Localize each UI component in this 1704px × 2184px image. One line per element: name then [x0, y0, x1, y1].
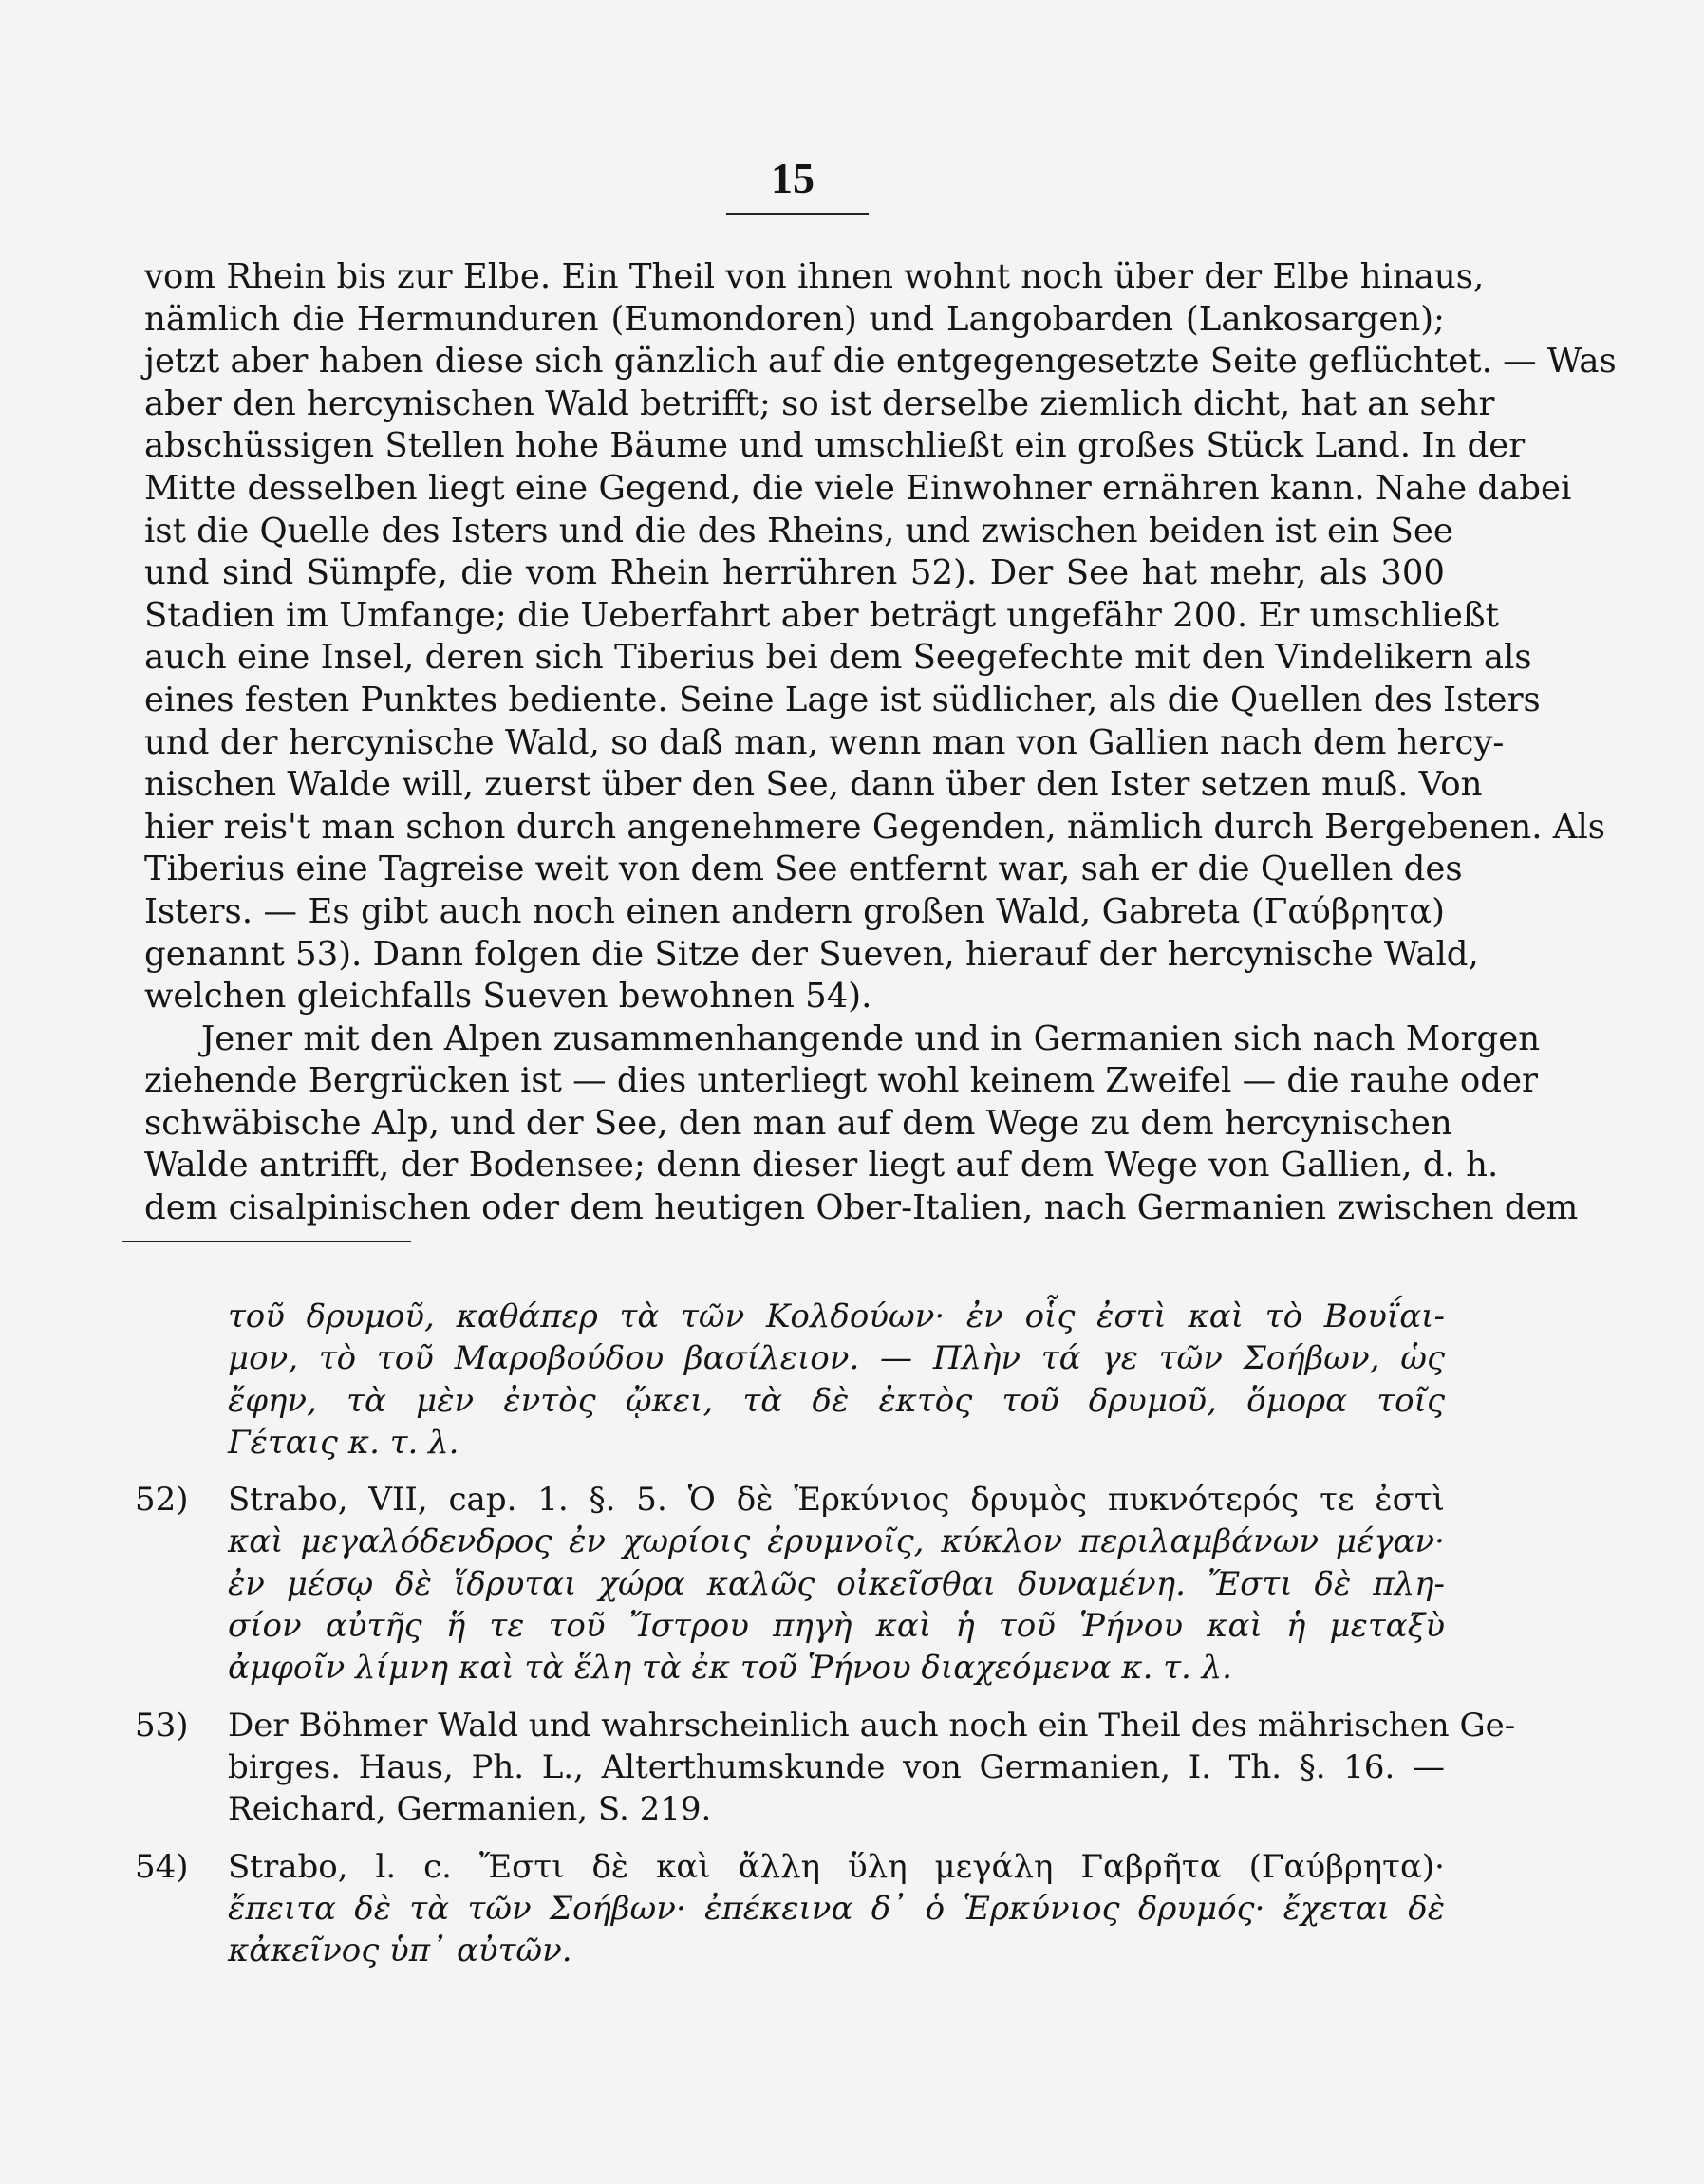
footnote-line: ἔφην, τὰ μὲν ἐντὸς ᾤκει, τὰ δὲ ἐκτὸς τοῦ δρυμοῦ, ὅμορα τοῖς: [228, 1381, 1445, 1420]
footnotes: [135, 1296, 1516, 1987]
body-line: Stadien im Umfange; die Ueberfahrt aber beträgt ungefähr 200. Er umschließt: [144, 595, 1499, 635]
footnote-number: 53): [135, 1706, 189, 1745]
footnote-52: [135, 1479, 1445, 1689]
body-line: und sind Sümpfe, die vom Rhein herrühren 52). Der See hat mehr, als 300: [144, 553, 1445, 593]
body-line: Tiberius eine Tagreise weit von dem See entfernt war, sah er die Quellen des: [144, 849, 1463, 889]
page-number: 15: [771, 154, 815, 202]
footnote-text: Strabo, VII, cap. 1. §. 5. Ὁ δὲ Ἑρκύνιος δρυμὸς πυκνότερός τε ἐστὶ: [228, 1481, 1445, 1520]
footnote-line: [135, 1479, 1445, 1521]
main-text: [144, 256, 1617, 1230]
footnote-line: κἀκεῖνος ὑπ᾽ αὐτῶν.: [228, 1932, 572, 1970]
body-line: Mitte desselben liegt eine Gegend, die viele Einwohner ernähren kann. Nahe dabei: [144, 468, 1572, 508]
footnote-text: Der Böhmer Wald und wahrscheinlich auch noch ein Theil des mährischen Ge-: [228, 1706, 1516, 1745]
page-number-rule: [726, 213, 869, 215]
footnote-separator: [122, 1241, 411, 1242]
footnote-text: Strabo, l. c. Ἔστι δὲ καὶ ἄλλη ὕλη μεγάλη Γαβρῆτα (Γαύβρητα)·: [228, 1847, 1445, 1886]
body-line: schwäbische Alp, und der See, den man auf dem Wege zu dem hercynischen: [144, 1103, 1452, 1143]
body-line: auch eine Insel, deren sich Tiberius bei dem Seegefechte mit den Vindelikern als: [144, 638, 1532, 678]
body-line: nämlich die Hermunduren (Eumondoren) und Langobarden (Lankosargen);: [144, 299, 1445, 339]
body-line: vom Rhein bis zur Elbe. Ein Theil von ihnen wohnt noch über der Elbe hinaus,: [144, 257, 1485, 296]
body-line: hier reis't man schon durch angenehmere Gegenden, nämlich durch Bergebenen. Als: [144, 807, 1606, 847]
body-line: Isters. — Es gibt auch noch einen andern großen Wald, Gabreta (Γαύβρητα): [144, 891, 1445, 931]
footnote-line: Reichard, Germanien, S. 219.: [228, 1790, 712, 1829]
footnote-line: καὶ μεγαλόδενδρος ἐν χωρίοις ἐρυμνοῖς, κύκλον περιλαμβάνων μέγαν·: [228, 1522, 1445, 1561]
footnote-line: [135, 1705, 1516, 1746]
footnote-number: 54): [135, 1847, 189, 1886]
body-line: Jener mit den Alpen zusammenhangende und in Germanien sich nach Morgen: [201, 1018, 1541, 1058]
body-line: genannt 53). Dann folgen die Sitze der Sueven, hierauf der hercynische Wald,: [144, 934, 1479, 974]
body-line: aber den hercynischen Wald betrifft; so ist derselbe ziemlich dicht, hat an sehr: [144, 383, 1495, 423]
body-line: dem cisalpinischen oder dem heutigen Ober-Italien, nach Germanien zwischen dem: [144, 1188, 1579, 1228]
body-line: welchen gleichfalls Sueven bewohnen 54).: [144, 977, 872, 1017]
body-line: und der hercynische Wald, so daß man, wenn man von Gallien nach dem hercy-: [144, 722, 1505, 762]
footnote-54: [135, 1846, 1445, 1972]
body-line: nischen Walde will, zuerst über den See, dann über den Ister setzen muß. Von: [144, 765, 1483, 805]
footnote-line: ἀμφοῖν λίμνη καὶ τὰ ἕλη τὰ ἐκ τοῦ Ῥήνου διαχεόμενα κ. τ. λ.: [228, 1649, 1232, 1688]
footnote-number: 52): [135, 1481, 189, 1520]
footnote-line: ἐν μέσῳ δὲ ἵδρυται χώρα καλῶς οἰκεῖσθαι δυναμένη. Ἔστι δὲ πλη-: [228, 1564, 1445, 1603]
body-line: jetzt aber haben diese sich gänzlich auf die entgegengesetzte Seite geflüchtet. — Was: [144, 342, 1617, 382]
footnote-line: Γέταις κ. τ. λ.: [228, 1423, 459, 1462]
body-line: abschüssigen Stellen hohe Bäume und umschließt ein großes Stück Land. In der: [144, 426, 1526, 466]
footnote-53: [135, 1705, 1516, 1831]
body-line: ziehende Bergrücken ist — dies unterliegt wohl keinem Zweifel — die rauhe oder: [144, 1061, 1538, 1101]
footnote-line: birges. Haus, Ph. L., Alterthumskunde von Germanien, I. Th. §. 16. —: [228, 1747, 1445, 1786]
footnote-continuation: [135, 1296, 1445, 1464]
footnote-line: ἔπειτα δὲ τὰ τῶν Σοήβων· ἐπέκεινα δ᾽ ὁ Ἑρκύνιος δρυμός· ἔχεται δὲ: [228, 1889, 1445, 1928]
footnote-line: μον, τὸ τοῦ Μαροβούδου βασίλειον. — Πλὴν τά γε τῶν Σοήβων, ὡς: [228, 1339, 1445, 1378]
footnote-line: [135, 1846, 1445, 1888]
body-line: ist die Quelle des Isters und die des Rheins, und zwischen beiden ist ein See: [144, 511, 1453, 551]
footnote-line: τοῦ δρυμοῦ, καθάπερ τὰ τῶν Κολδούων· ἐν οἷς ἐστὶ καὶ τὸ Βουΐαι-: [228, 1297, 1445, 1335]
body-line: Walde antrifft, der Bodensee; denn dieser liegt auf dem Wege von Gallien, d. h.: [144, 1146, 1499, 1185]
footnote-line: σίον αὐτῆς ἥ τε τοῦ Ἴστρου πηγὴ καὶ ἡ τοῦ Ῥήνου καὶ ἡ μεταξὺ: [228, 1607, 1445, 1646]
body-line: eines festen Punktes bediente. Seine Lage ist südlicher, als die Quellen des Isters: [144, 680, 1541, 719]
